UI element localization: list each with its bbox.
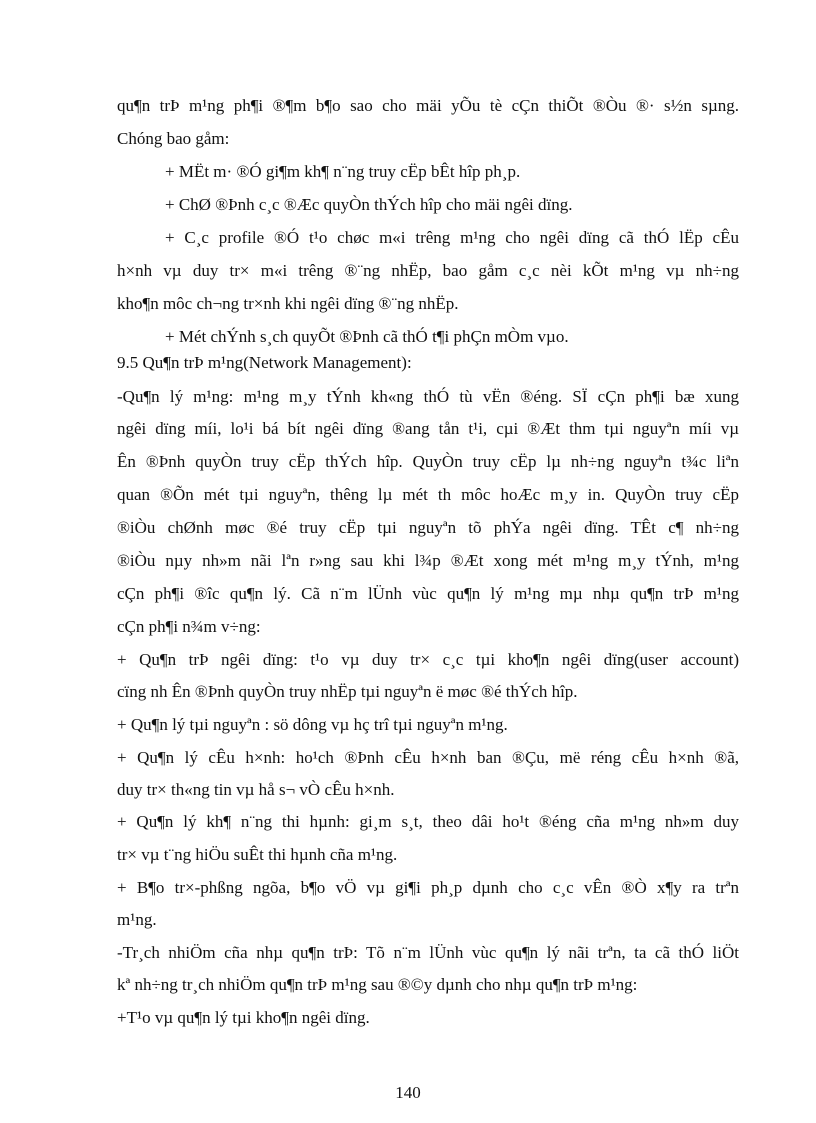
body-text-line: Chóng bao gåm: — [117, 129, 230, 148]
list-item: + Qu¶n lý tµi nguyªn : sö dông vµ hç trî tµi nguyªn m¹ng. — [117, 715, 508, 734]
body-text-line: kª nh÷ng tr¸ch nhiÖm qu¶n trÞ m¹ng sau ®©y dµnh cho nhµ qu¶n trÞ m¹ng: — [117, 975, 638, 994]
body-text-line: Ên ®Þnh quyÒn truy cËp thÝch hîp. QuyÒn truy cËp lµ nh÷ng nguyªn t¾c liªn — [117, 452, 739, 471]
page-number: 140 — [395, 1083, 421, 1102]
list-item: + B¶o tr×-phßng ngõa, b¶o vÖ vµ gi¶i ph¸p dµnh cho c¸c vÊn ®Ò x¶y ra trªn — [117, 878, 739, 897]
body-text-line: h×nh vµ duy tr× m«i trêng ®¨ng nhËp, bao gåm c¸c nèi kÕt m¹ng vµ nh÷ng — [117, 261, 739, 280]
body-text-line: qu¶n trÞ m¹ng ph¶i ®¶m b¶o sao cho mäi yÕu tè cÇn thiÕt ®Òu ®· s½n sµng. — [117, 96, 739, 115]
body-text-line: ngêi dïng míi, lo¹i bá bít ngêi dïng ®ang tån t¹i, cµi ®Æt thm tµi nguyªn míi vµ — [117, 419, 739, 438]
list-item: + Qu¶n lý cÊu h×nh: ho¹ch ®Þnh cÊu h×nh ban ®Çu, më réng cÊu h×nh ®ã, — [117, 748, 739, 767]
list-item: + MËt m· ®Ó gi¶m kh¶ n¨ng truy cËp bÊt hîp ph¸p. — [165, 162, 521, 181]
body-text-line: duy tr× th«ng tin vµ hå s¬ vÒ cÊu h×nh. — [117, 780, 395, 799]
body-text-line: kho¶n môc ch¬ng tr×nh khi ngêi dïng ®¨ng nhËp. — [117, 294, 459, 313]
body-text-line: ®iÒu nµy nh»m nãi lªn r»ng sau khi l¾p ®Æt xong mét m¹ng m¸y tÝnh, m¹ng — [117, 551, 739, 570]
list-item: + Qu¶n lý kh¶ n¨ng thi hµnh: gi¸m s¸t, theo dâi ho¹t ®éng cña m¹ng nh»m duy — [117, 812, 739, 831]
body-text-line: tr× vµ t¨ng hiÖu suÊt thi hµnh cña m¹ng. — [117, 845, 398, 864]
body-text-line: cÇn ph¶i ®îc qu¶n lý. Cã n¨m lÜnh vùc qu¶n lý m¹ng mµ nhµ qu¶n trÞ m¹ng — [117, 584, 739, 603]
list-item: + ChØ ®Þnh c¸c ®Æc quyÒn thÝch hîp cho mäi ngêi dïng. — [165, 195, 573, 214]
list-item: + Mét chÝnh s¸ch quyÕt ®Þnh cã thÓ t¶i phÇn mÒm vµo. — [165, 327, 569, 346]
list-item: + Qu¶n trÞ ngêi dïng: t¹o vµ duy tr× c¸c tµi kho¶n ngêi dïng(user account) — [117, 650, 739, 669]
section-heading: 9.5 Qu¶n trÞ m¹ng(Network Management): — [117, 353, 412, 372]
body-text-line: quan ®Õn mét tµi nguyªn, thêng lµ mét th môc hoÆc m¸y in. QuyÒn truy cËp — [117, 485, 739, 504]
body-text-line: m¹ng. — [117, 910, 157, 929]
body-text-line: ®iÒu chØnh møc ®é truy cËp tµi nguyªn tõ phÝa ngêi dïng. TÊt c¶ nh÷ng — [117, 518, 739, 537]
body-text-line: -Tr¸ch nhiÖm cña nhµ qu¶n trÞ: Tõ n¨m lÜnh vùc qu¶n lý nãi trªn, ta cã thÓ liÖt — [117, 943, 739, 962]
list-item: + C¸c profile ®Ó t¹o chøc m«i trêng m¹ng cho ngêi dïng cã thÓ lËp cÊu — [165, 228, 739, 247]
list-item: +T¹o vµ qu¶n lý tµi kho¶n ngêi dïng. — [117, 1008, 370, 1027]
body-text-line: -Qu¶n lý m¹ng: m¹ng m¸y tÝnh kh«ng thÓ tù vËn ®éng. SÏ cÇn ph¶i bæ xung — [117, 387, 739, 406]
body-text-line: cïng nh Ên ®Þnh quyÒn truy nhËp tµi nguyªn ë møc ®é thÝch hîp. — [117, 682, 578, 701]
body-text-line: cÇn ph¶i n¾m v÷ng: — [117, 617, 261, 636]
